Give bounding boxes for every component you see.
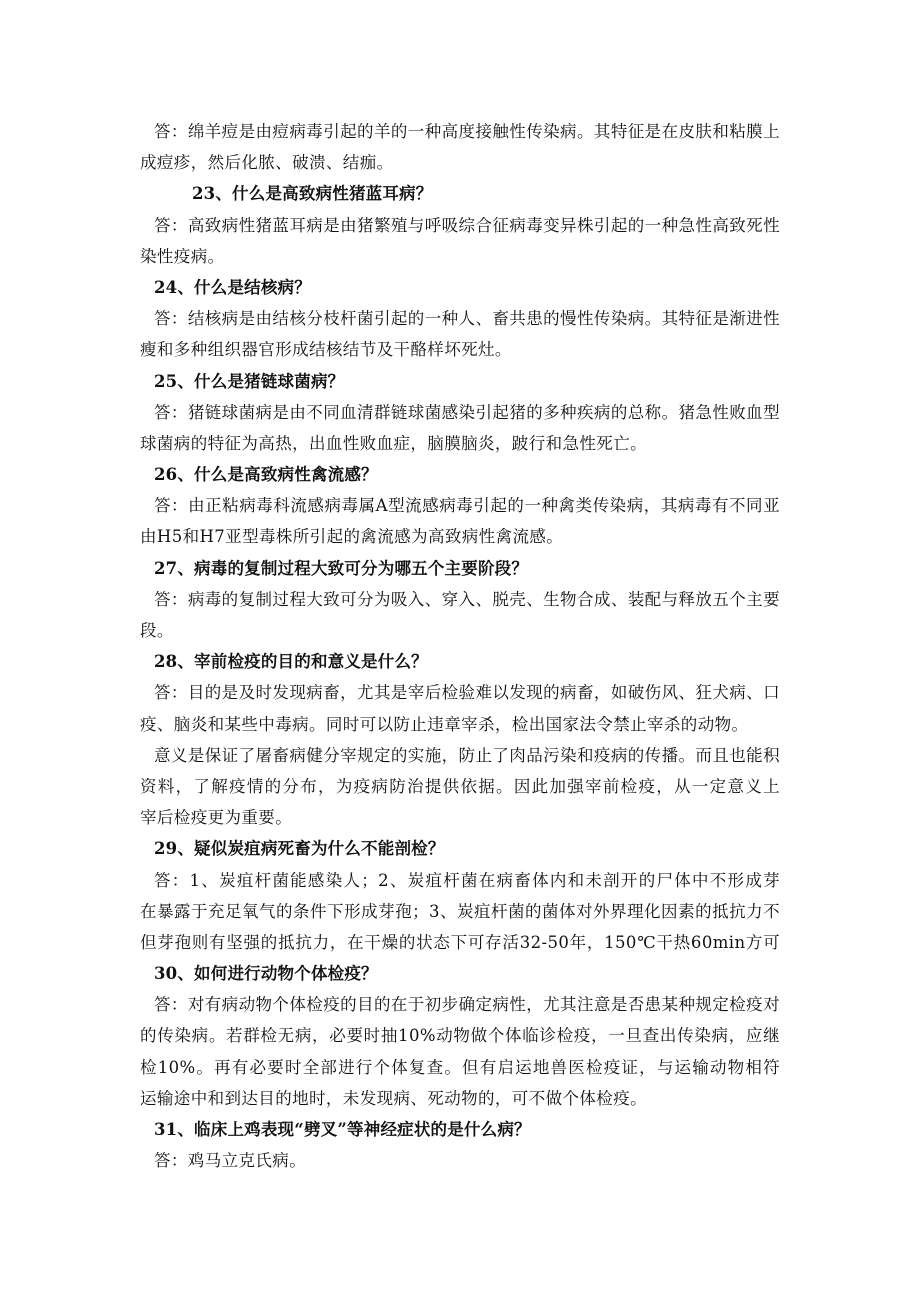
answer-line: 资料，了解疫情的分布，为疫病防治提供依据。因此加强宰前检疫，从一定意义上 <box>140 776 780 796</box>
answer-line: 答：病毒的复制过程大致可分为吸入、穿入、脱壳、生物合成、装配与释放五个主要 <box>154 589 780 609</box>
answer-line: 成痘疹，然后化脓、破溃、结痂。 <box>140 153 394 173</box>
answer-line: 由H5和H7亚型毒株所引起的禽流感为高致病性禽流感。 <box>140 527 564 547</box>
answer-line: 答：由正粘病毒科流感病毒属A型流感病毒引起的一种禽类传染病，其病毒有不同亚 <box>154 496 780 516</box>
answer-line: 宰后检疫更为重要。 <box>140 808 293 828</box>
answer-line: 答：鸡马立克氏病。 <box>154 1151 307 1171</box>
document-body <box>140 116 780 1176</box>
answer-line: 答：绵羊痘是由痘病毒引起的羊的一种高度接触性传染病。其特征是在皮肤和粘膜上 <box>154 122 780 141</box>
answer-line: 在暴露于充足氧气的条件下形成芽孢；3、炭疽杆菌的菌体对外界理化因素的抵抗力不 <box>140 901 780 921</box>
question-heading: 24、什么是结核病？ <box>154 277 311 297</box>
answer-line: 但芽孢则有坚强的抵抗力，在干燥的状态下可存活32-50年，150℃干热60min方可 <box>140 932 780 952</box>
question-heading: 31、临床上鸡表现“劈叉”等神经症状的是什么病？ <box>154 1120 531 1139</box>
answer-line: 答：1、炭疽杆菌能感染人；2、炭疽杆菌在病畜体内和未剖开的尸体中不形成芽 <box>154 870 780 890</box>
answer-line: 答：目的是及时发现病畜，尤其是宰后检验难以发现的病畜，如破伤风、狂犬病、口 <box>154 683 780 703</box>
answer-line: 的传染病。若群检无病，必要时抽10%动物做个体临诊检疫，一旦查出传染病，应继 <box>140 1026 780 1046</box>
answer-line: 答：高致病性猪蓝耳病是由猪繁殖与呼吸综合征病毒变异株引起的一种急性高致死性 <box>154 215 780 235</box>
question-heading: 27、病毒的复制过程大致可分为哪五个主要阶段？ <box>154 558 529 578</box>
answer-line: 疫、脑炎和某些中毒病。同时可以防止违章宰杀，检出国家法令禁止宰杀的动物。 <box>140 714 749 734</box>
answer-line: 意义是保证了屠畜病健分宰规定的实施，防止了肉品污染和疫病的传播。而且也能积 <box>154 745 780 765</box>
question-heading: 25、什么是猪链球菌病？ <box>154 371 345 391</box>
answer-line: 答：结核病是由结核分枝杆菌引起的一种人、畜共患的慢性传染病。其特征是渐进性 <box>154 309 780 329</box>
answer-line: 运输途中和到达目的地时，未发现病、死动物的，可不做个体检疫。 <box>140 1088 647 1108</box>
question-heading: 29、疑似炭疽病死畜为什么不能剖检？ <box>154 839 445 859</box>
question-heading: 30、如何进行动物个体检疫？ <box>154 964 378 984</box>
answer-line: 球菌病的特征为高热，出血性败血症，脑膜脑炎，跛行和急性死亡。 <box>140 433 647 453</box>
answer-line: 瘦和多种组织器官形成结核结节及干酪样坏死灶。 <box>140 340 512 360</box>
answer-line: 段。 <box>140 621 174 640</box>
answer-line: 染性疫病。 <box>140 246 225 266</box>
answer-line: 答：对有病动物个体检疫的目的在于初步确定病性，尤其注意是否患某种规定检疫对 <box>154 995 780 1015</box>
answer-line: 检10%。再有必要时全部进行个体复查。但有启运地兽医检疫证，与运输动物相符 <box>140 1057 780 1077</box>
question-heading: 26、什么是高致病性禽流感？ <box>154 465 378 485</box>
question-heading: 23、什么是高致病性猪蓝耳病？ <box>192 184 433 204</box>
question-heading: 28、宰前检疫的目的和意义是什么？ <box>154 652 428 672</box>
answer-line: 答：猪链球菌病是由不同血清群链球菌感染引起猪的多种疾病的总称。猪急性败血型 <box>154 402 780 422</box>
